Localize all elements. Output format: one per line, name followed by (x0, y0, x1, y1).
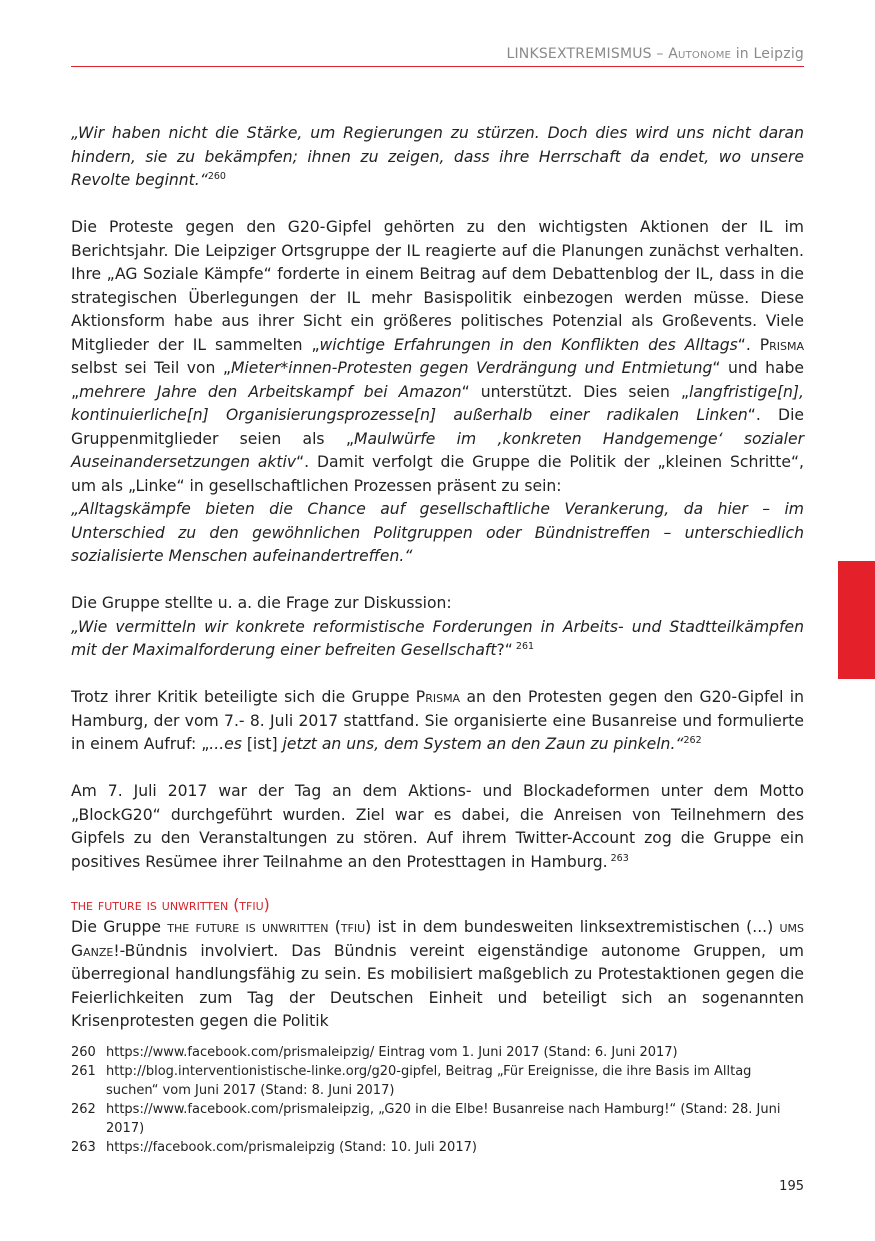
footnote-ref-261: 261 (512, 641, 535, 652)
p2-text-j: “. Die Gruppenmitglieder seien als „ (71, 406, 804, 448)
header-tail: in Leipzig (731, 46, 804, 62)
section-heading: the future is unwritten (tfiu) (71, 896, 270, 914)
p2-text-a: Die Proteste gegen den G20-Gipfel gehörten zu den wichtigsten Aktionen der IL im Berichtsjahr. Die Leipziger Ortsgruppe der IL reagierte auf die Planungen zunächst verhalten. Ihre „AG Soziale Kämpfe“ forderte in einem Beitrag auf dem Debattenblog der IL, dass in die strategischen Überlegungen der IL mehr Basispolitik einbezogen werden müsse. Diese Aktionsform habe aus ihrer Sicht ein größeres politisches Potenzial als Großevents. Viele Mitglieder der IL sammelten „ (71, 218, 804, 354)
footnote-text: https://www.facebook.com/prismaleipzig, „G20 in die Elbe! Busanreise nach Hamburg!“ (Stand: 28. Juni 2017) (106, 1102, 781, 1136)
footnote-text: http://blog.interventionistische-linke.org/g20-gipfel, Beitrag „Für Ereignisse, die ihre Basis im Alltag suchen“ vom Juni 2017 (Stand: 8. Juni 2017) (106, 1064, 752, 1098)
footnote-ref-262: 262 (683, 735, 702, 746)
footnote (71, 1100, 806, 1138)
p2-text-l: “. Damit verfolgt die Gruppe die Politik der „kleinen Schritte“, um als „Linke“ in gesellschaftlichen Prozessen präsent zu sein: (71, 453, 804, 495)
p4-quote-c: ...es (209, 735, 242, 753)
footnote (71, 1138, 806, 1157)
p3-block-quote: „Wie vermitteln wir konkrete reformistische Forderungen in Arbeits- und Stadtteilkämpfen mit der Maximalforderung einer befreiten Gesellschaft (71, 617, 804, 659)
page-number: 195 (779, 1179, 804, 1194)
footnotes (71, 1043, 806, 1157)
p2-quote-k: Maulwürfe im ‚konkreten Handgemenge‘ sozialer Auseinandersetzungen aktiv (71, 429, 804, 471)
paragraph-5 (71, 780, 804, 874)
paragraph-2 (71, 216, 804, 498)
paragraph-4 (71, 686, 804, 757)
p2-block-quote: „Alltagskämpfe bieten die Chance auf gesellschaftliche Verankerung, da hier – im Unterschied zu den gewöhnlichen Politgruppen oder Bündnistreffen – unterschiedlich sozialisierte Menschen aufeinandertreffen.“ (71, 500, 804, 565)
paragraph-6 (71, 916, 804, 1034)
footnote-ref-260: 260 (207, 171, 226, 182)
p2-text-h: “ unterstützt. Dies seien „ (461, 382, 689, 401)
main-text (71, 122, 804, 1034)
paragraph-3-quote (71, 616, 804, 663)
group-name-prisma: Prisma (759, 335, 804, 354)
alliance-name: ums Ganze! (71, 918, 805, 960)
footnote-ref-263: 263 (607, 852, 629, 864)
quote-1: „Wir haben nicht die Stärke, um Regierungen zu stürzen. Doch dies wird uns nicht daran hindern, sie zu bekämpfen; ihnen zu zeigen, dass ihre Herrschaft da endet, wo unsere Revolte beginnt.“ (71, 124, 804, 189)
p4-text-a: Trotz ihrer Kritik beteiligte sich die Gruppe (71, 688, 416, 706)
p5-text: Am 7. Juli 2017 war der Tag an dem Aktions- und Blockadeformen unter dem Motto „BlockG20“ durchgeführt wurden. Ziel war es dabei, die Anreisen von Teilnehmern des Gipfels zu den Veranstaltungen zu stören. Auf ihrem Twitter-Account zog die Gruppe ein positives Resümee ihrer Teilnahme an den Protesttagen in Hamburg. (71, 782, 804, 871)
p4-text-d: [ist] (241, 735, 283, 753)
p3-quote-end: ?“ (496, 641, 513, 659)
p2-quote-i: langfristige[n], kontinuierliche[n] Organisierungsprozesse[n] außerhalb einer radikalen Linken (71, 382, 804, 424)
footnote-number: 263 (71, 1140, 96, 1155)
p6-text-e: -Bündnis involviert. Das Bündnis vereint eigenständige autonome Gruppen, um überregional handlungsfähig zu sein. Es mobilisiert maßgeblich zu Protestaktionen gegen die Feierlichkeiten zum Tag der Deutschen Einheit und beteiligt sich an sogenannten Krisenprotesten gegen die Politik (71, 941, 804, 1030)
footnote-text: https://www.facebook.com/prismaleipzig/ Eintrag vom 1. Juni 2017 (Stand: 6. Juni 2017) (106, 1045, 678, 1060)
paragraph-2-quote (71, 498, 804, 569)
p2-quote-e: Mieter*innen-Protesten gegen Verdrängung und Entmietung (230, 359, 713, 377)
footnote (71, 1062, 806, 1100)
p2-quote-g: mehrere Jahre den Arbeitskampf bei Amazon (79, 382, 462, 401)
footnote-number: 261 (71, 1064, 96, 1079)
header-dash: – (651, 46, 669, 62)
group-name-tfiu: the future is unwritten (tfiu) (167, 918, 372, 936)
group-name-prisma-2: Prisma (415, 688, 461, 706)
p4-text-b: an den Protesten gegen den G20-Gipfel in Hamburg, der vom 7.- 8. Juli 2017 stattfand. Sie organisierte eine Busanreise und formulierte in einem Aufruf: „ (71, 688, 804, 753)
p2-text-c: “. (737, 335, 760, 354)
p6-text-c: ist in dem bundesweiten linksextremistischen (...) (371, 918, 780, 936)
paragraph-3-intro: Die Gruppe stellte u. a. die Frage zur Diskussion: (71, 594, 452, 612)
footnote-number: 262 (71, 1102, 96, 1117)
p2-quote-b: wichtige Erfahrungen in den Konflikten des Alltags (319, 335, 738, 354)
header-text (506, 46, 804, 62)
running-header (71, 44, 804, 67)
p2-text-d: selbst sei Teil von „ (71, 359, 231, 377)
header-sub: Autonome (668, 46, 732, 62)
chapter-tab (838, 561, 875, 679)
footnote-text: https://facebook.com/prismaleipzig (Stand: 10. Juli 2017) (106, 1140, 477, 1155)
p4-quote-e: jetzt an uns, dem System an den Zaun zu pinkeln.“ (282, 735, 684, 753)
paragraph-1 (71, 122, 804, 193)
p6-text-a: Die Gruppe (71, 918, 168, 936)
p2-text-f: “ und habe „ (71, 359, 804, 401)
header-main: LINKSEXTREMISMUS (506, 46, 652, 62)
footnote-number: 260 (71, 1045, 96, 1060)
footnote (71, 1043, 806, 1062)
